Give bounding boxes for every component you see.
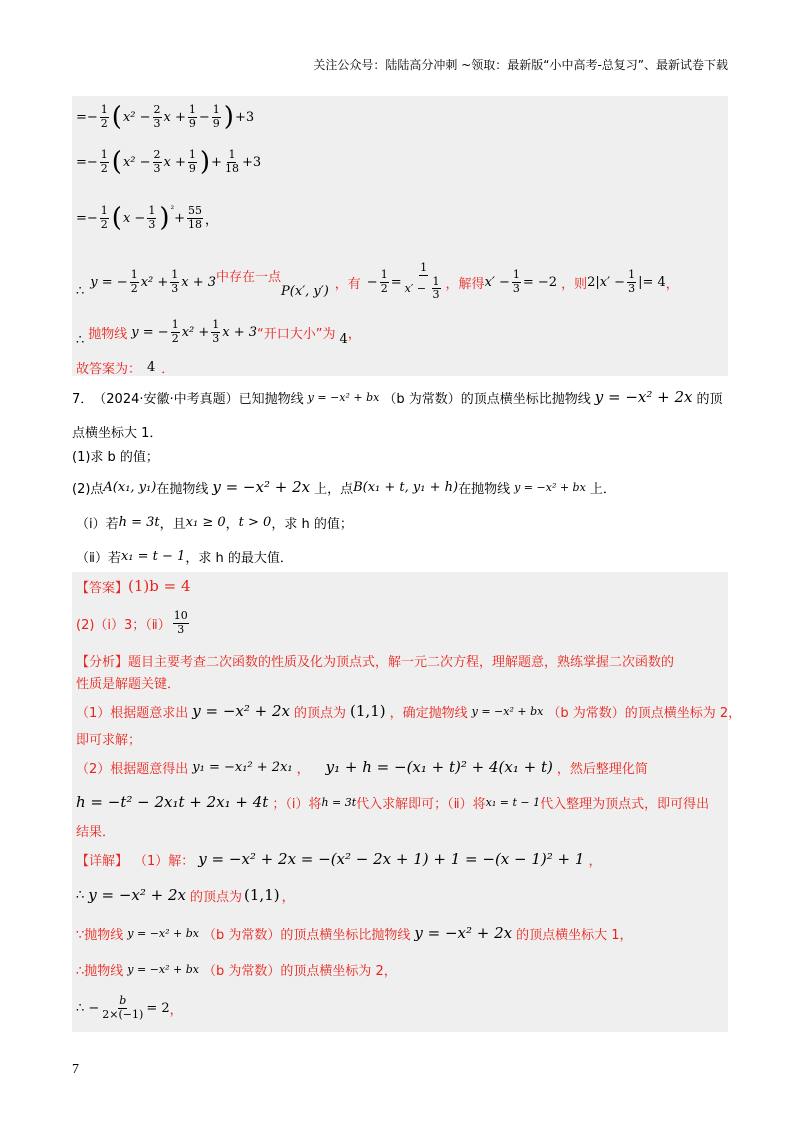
question-sub-ii: （ⅱ）若 x₁ = t − 1 ，求 h 的最大值．	[76, 548, 293, 566]
fraction: $\frac{1}{2}$	[100, 102, 108, 130]
answer-tag-line: 【答案】 (1)b = 4	[76, 577, 191, 596]
detail-line-2: ∴ y = −x² + 2x 的顶点为 (1,1) ，	[76, 886, 295, 905]
detail-line-5: ∴ − $\frac{b}{2\times(-1)}$ = 2 ，	[76, 993, 183, 1021]
expr-text: =−	[76, 109, 98, 125]
detail-line-3: ∵抛物线 y = −x² + bx （b 为常数）的顶点横坐标比抛物线 y = −x² + 2x 的顶点横坐标大 1，	[76, 924, 633, 943]
answer-part-2: (2)（ⅰ）3；（ⅱ） $\frac{10}{3}$	[76, 608, 188, 636]
solution-step-4: ∴ y = − $\frac{1}{2}$ x² + $\frac{1}{3}$ x + 3 中存在一点 P(x′, y′) ，有 − $\frac{1}{2}$ = 1 x′ − $\frac{1}{3}$ ，解得 x′ − $\frac{1}{3}$ = −2 ，则 2|x′ − $\frac{1}{3}$ | = 4 ，	[76, 261, 679, 302]
analysis-point-3b: 结果．	[76, 824, 116, 840]
analysis-point-1: （1）根据题意求出 y = −x² + 2x 的顶点为 (1,1) ，确定抛物线 y = −x² + bx （b 为常数）的顶点横坐标为 2，	[76, 702, 742, 721]
analysis-line-1: 【分析】 题目主要考查二次函数的性质及化为顶点式，解一元二次方程，理解题意，熟练掌握二次函数的	[76, 654, 675, 670]
question-part-1: (1)求 b 的值；	[72, 449, 159, 465]
analysis-line-2: 性质是解题关键．	[76, 676, 181, 692]
question-sub-i: （ⅰ）若 h = 3t ，且 x₁ ≥ 0 ， t > 0 ，求 h 的值；	[76, 514, 353, 532]
detail-line-4: ∴抛物线 y = −x² + bx （b 为常数）的顶点横坐标为 2，	[76, 962, 397, 979]
analysis-point-2: （2）根据题意得出 y₁ = −x₁² + 2x₁ ， y₁ + h = −(x₁ + t)² + 4(x₁ + t) ，然后整理化简	[76, 758, 648, 777]
analysis-point-3: h = −t² − 2x₁t + 2x₁ + 4t ；（ⅰ）将 h = 3t 代入求解即可；（ⅱ）将 x₁ = t − 1 代入整理为顶点式，即可得出	[76, 793, 710, 812]
solution-step-2: =− $\frac{1}{2}$ ( x² − $\frac{2}{3}$ x + $\frac{1}{9}$ ) + $\frac{1}{18}$ +3	[76, 147, 262, 177]
question-7-line-2: 点横坐标大 1．	[72, 425, 163, 441]
detail-line-1: 【详解】 （1）解： y = −x² + 2x = −(x² − 2x + 1) + 1 = −(x − 1)² + 1 ，	[76, 850, 602, 869]
solution-step-1: =− $\frac{1}{2}$ ( x² − $\frac{2}{3}$ x + $\frac{1}{9}$ − $\frac{1}{9}$ ) +3	[76, 102, 255, 132]
question-7-line-1: 7． （2024·安徽·中考真题） 已知抛物线 y = −x² + bx （b 为常数）的顶点横坐标比抛物线 y = −x² + 2x 的顶	[72, 388, 723, 407]
question-part-2: (2)点 A(x₁, y₁) 在抛物线 y = −x² + 2x 上，点 B(x₁ + t, y₁ + h) 在抛物线 y = −x² + bx 上．	[72, 478, 616, 497]
solution-step-5: ∴ 抛物线 y = − $\frac{1}{2}$ x² + $\frac{1}{3}$ x + 3 “开口大小”为 4 ，	[76, 317, 361, 348]
page-number: 7	[72, 1062, 79, 1077]
expr-text: x² −	[122, 109, 151, 125]
page-header: 关注公众号：陆陆高分冲刺 ~领取：最新版“小中高考-总复习”、最新试卷下载	[313, 58, 728, 72]
solution-step-3: =− $\frac{1}{2}$ ( x − $\frac{1}{3}$ ) ² + $\frac{55}{18}$ ，	[76, 203, 218, 233]
analysis-point-1b: 即可求解；	[76, 732, 142, 748]
answer-line: 故答案为： 4 ．	[76, 359, 175, 377]
